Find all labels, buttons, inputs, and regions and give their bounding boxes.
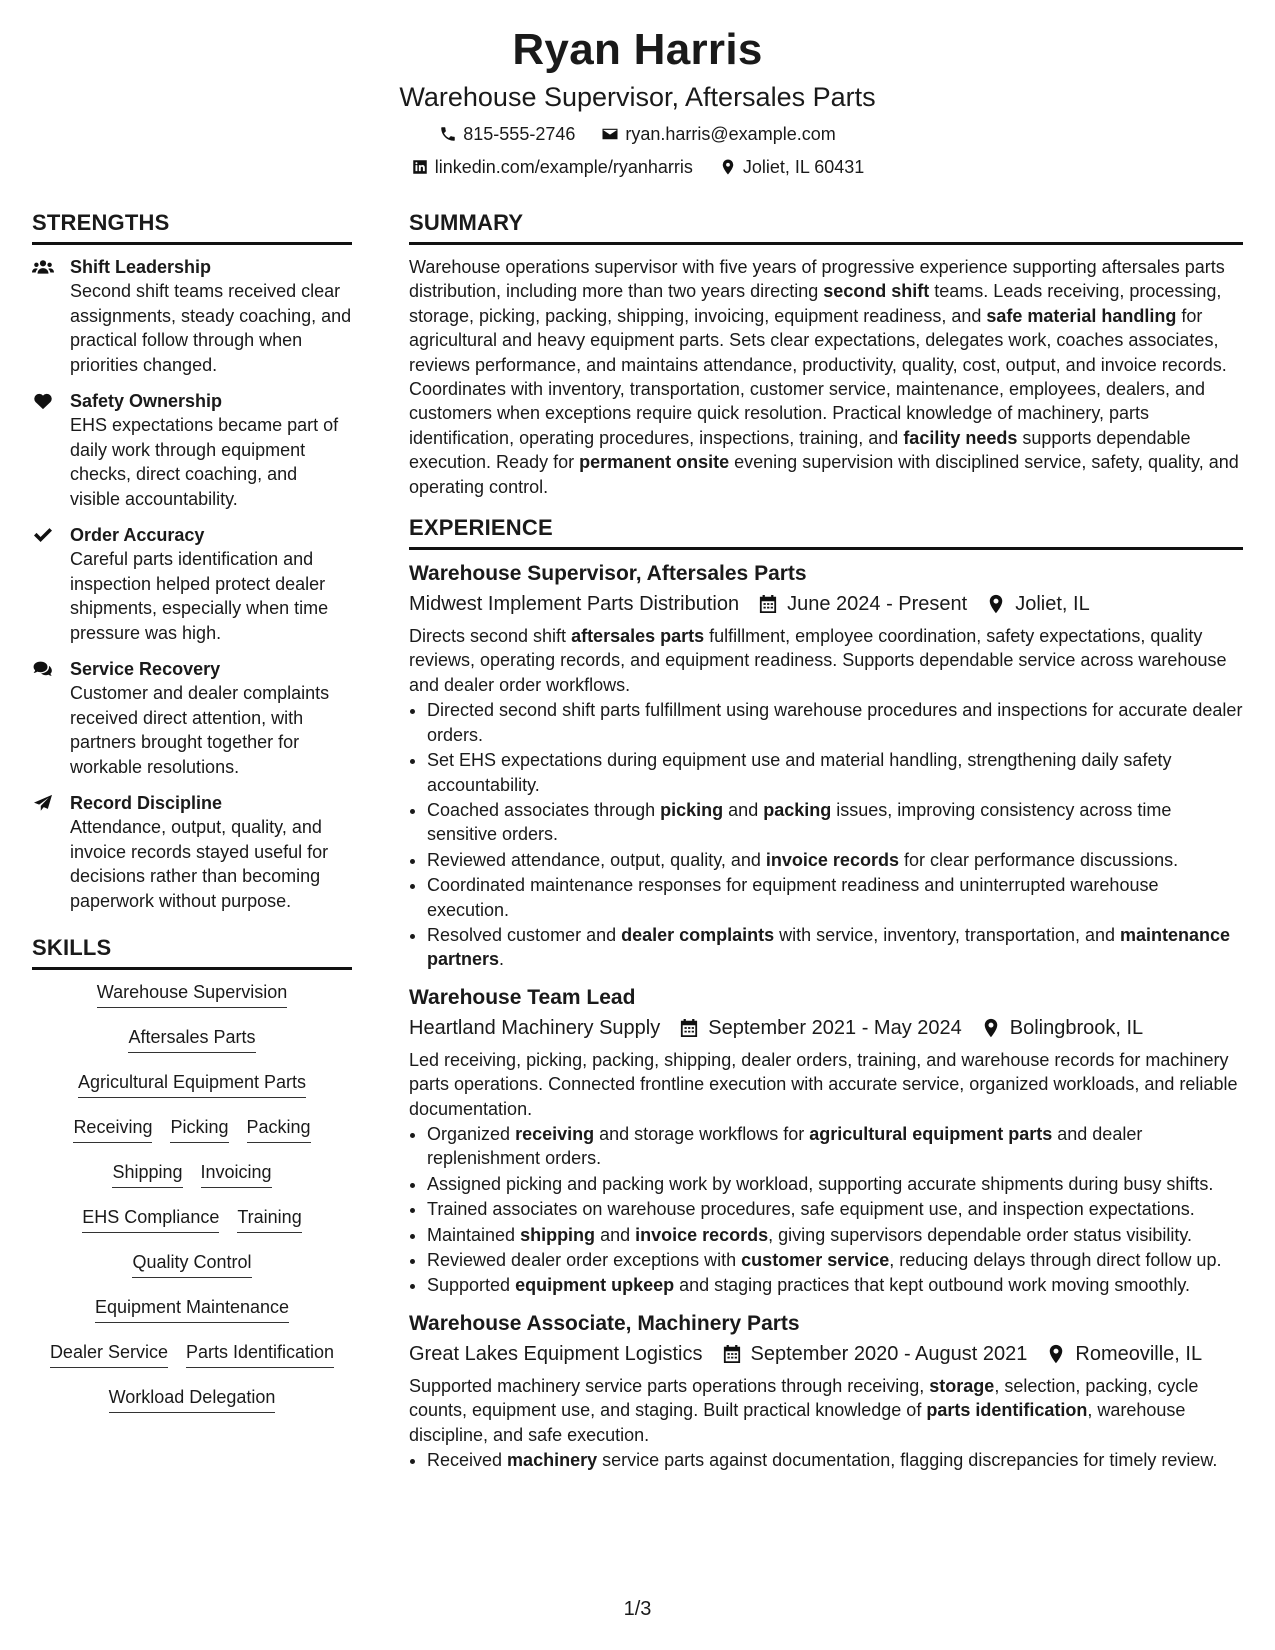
job-dates: September 2020 - August 2021 (750, 1342, 1028, 1365)
strength-item (32, 255, 352, 377)
skill-tag: Aftersales Parts (128, 1025, 255, 1053)
linkedin-icon (411, 158, 429, 176)
job-location: Joliet, IL (1015, 593, 1090, 616)
strength-description: Second shift teams received clear assignments, steady coaching, and practical follow through when priorities changed. (70, 281, 352, 375)
bullet-item: • Trained associates on warehouse procedures, safe equipment use, and inspection expectations. (427, 1197, 1243, 1221)
linkedin-text[interactable]: linkedin.com/example/ryanharris (434, 157, 693, 177)
job-dates: June 2024 - Present (787, 593, 968, 616)
job-meta (409, 1014, 1243, 1042)
bullet-item: • Reviewed attendance, output, quality, and invoice records for clear performance discussions. (427, 848, 1243, 872)
job-bullets (409, 1448, 1243, 1472)
summary-heading: SUMMARY (409, 208, 1243, 245)
calendar-icon (723, 1344, 741, 1364)
contact-email (601, 122, 835, 146)
phone-text[interactable]: 815-555-2746 (463, 124, 576, 144)
paper-plane-icon (32, 791, 70, 913)
job-title: Warehouse Supervisor, Aftersales Parts (409, 562, 807, 586)
skill-row (32, 1115, 352, 1160)
skill-row (32, 1070, 352, 1115)
job-meta (409, 1340, 1243, 1368)
company-name: Heartland Machinery Supply (409, 1016, 661, 1039)
job-location: Romeoville, IL (1075, 1342, 1203, 1365)
comments-icon (32, 657, 70, 779)
experience-heading: EXPERIENCE (409, 513, 1243, 550)
skill-tag: Packing (247, 1115, 311, 1143)
company-name: Great Lakes Equipment Logistics (409, 1342, 703, 1365)
skills-heading: SKILLS (32, 933, 352, 970)
strength-description: Careful parts identification and inspection helped protect dealer shipments, especially when time pressure was high. (70, 549, 329, 643)
map-marker-icon (1047, 1344, 1065, 1364)
strength-title: Safety Ownership (70, 391, 223, 411)
strength-title: Order Accuracy (70, 525, 205, 545)
strength-item (32, 523, 352, 645)
skill-tag: Dealer Service (50, 1340, 168, 1368)
contact-row-2 (0, 155, 1275, 179)
page-number: 1/3 (623, 1598, 652, 1620)
job-title: Warehouse Associate, Machinery Parts (409, 1311, 800, 1335)
skill-tag: Workload Delegation (109, 1385, 276, 1413)
job-bullets (409, 1122, 1243, 1298)
skill-row (32, 1340, 352, 1385)
calendar-icon (680, 1018, 698, 1038)
bullet-item: • Coached associates through picking and packing issues, improving consistency across time sensitive orders. (427, 798, 1243, 847)
strength-description: EHS expectations became part of daily work through equipment checks, direct coaching, and visible accountability. (70, 415, 339, 509)
company-name: Midwest Implement Parts Distribution (409, 593, 740, 616)
skill-row (32, 1295, 352, 1340)
job-description: Directs second shift aftersales parts fulfillment, employee coordination, safety expectations, quality reviews, operating records, and equipment readiness. Supports dependable service across warehouse and dealer order workflows. (409, 626, 1227, 695)
bullet-item: • Directed second shift parts fulfillment using warehouse procedures and inspections for accurate dealer orders. (427, 698, 1243, 747)
summary-text: Warehouse operations supervisor with five years of progressive experience supporting aftersales parts distribution, including more than two years directing second shift teams. Leads receiving, processing, storage, picking, packing, shipping, invoicing, equipment readiness, and safe material handling for agricultural and heavy equipment parts. Sets clear expectations, delegates work, coaches associates, reviews performance, and maintains attendance, productivity, quality, cost, output, and invoice records. Coordinates with inventory, transportation, customer service, maintenance, employees, dealers, and customers when exceptions require quick resolution. Practical knowledge of machinery, parts identification, operating procedures, inspections, training, and facility needs supports dependable execution. Ready for permanent onsite evening supervision with disciplined service, safety, quality, and operating control. (409, 257, 1239, 497)
experience-entry (409, 984, 1243, 1298)
job-meta (409, 590, 1243, 618)
strength-title: Shift Leadership (70, 257, 212, 277)
skill-tag: Parts Identification (186, 1340, 334, 1368)
check-icon (32, 523, 70, 645)
job-location: Bolingbrook, IL (1009, 1016, 1144, 1039)
email-text[interactable]: ryan.harris@example.com (625, 124, 836, 144)
strength-title: Record Discipline (70, 793, 223, 813)
job-dates: September 2021 - May 2024 (708, 1016, 962, 1039)
contact-location (719, 155, 864, 179)
skill-row (32, 1025, 352, 1070)
location-text: Joliet, IL 60431 (742, 157, 865, 177)
skill-tag: Picking (170, 1115, 228, 1143)
strength-title: Service Recovery (70, 659, 221, 679)
left-column (32, 208, 352, 1430)
contact-linkedin (411, 155, 693, 179)
experience-entry (409, 1310, 1243, 1473)
skill-row (32, 1385, 352, 1430)
bullet-item: • Coordinated maintenance responses for equipment readiness and uninterrupted warehouse execution. (427, 873, 1243, 922)
skill-tag: Quality Control (132, 1250, 251, 1278)
right-column (409, 208, 1243, 1484)
job-title: Warehouse Team Lead (409, 985, 636, 1009)
job-description: Supported machinery service parts operations through receiving, storage, selection, packing, cycle counts, equipment use, and staging. Built practical knowledge of parts identification, warehouse discipline, and safe execution. (409, 1375, 1199, 1445)
map-marker-icon (982, 1018, 1000, 1038)
strength-description: Customer and dealer complaints received direct attention, with partners brought together for workable resolutions. (70, 683, 330, 777)
contact-phone (439, 122, 575, 146)
bullet-item: • Assigned picking and packing work by workload, supporting accurate shipments during busy shifts. (427, 1172, 1243, 1196)
skill-row (32, 980, 352, 1025)
resume-header (0, 22, 1275, 179)
candidate-name: Ryan Harris (512, 25, 763, 74)
strength-description: Attendance, output, quality, and invoice records stayed useful for decisions rather than becoming paperwork without purpose. (70, 817, 329, 911)
skill-tag: Equipment Maintenance (95, 1295, 289, 1323)
skill-row (32, 1160, 352, 1205)
job-description: Led receiving, picking, packing, shipping, dealer orders, training, and warehouse records for machinery parts operations. Connected frontline execution with accurate service, organized workloads, and reliable documentation. (409, 1049, 1238, 1119)
bullet-item: • Received machinery service parts against documentation, flagging discrepancies for timely review. (427, 1448, 1243, 1472)
skill-tag: Invoicing (201, 1160, 272, 1188)
skill-tag: Training (237, 1205, 301, 1233)
bullet-item: • Reviewed dealer order exceptions with customer service, reducing delays through direct follow up. (427, 1248, 1243, 1272)
skill-tag: Shipping (112, 1160, 182, 1188)
bullet-item: • Organized receiving and storage workflows for agricultural equipment parts and dealer replenishment orders. (427, 1122, 1243, 1171)
job-bullets (409, 698, 1243, 971)
strengths-list (32, 255, 352, 913)
jobs-list (409, 560, 1243, 1472)
strength-item (32, 389, 352, 511)
strengths-heading: STRENGTHS (32, 208, 352, 245)
skill-tag: Agricultural Equipment Parts (78, 1070, 306, 1098)
phone-icon (439, 125, 457, 143)
envelope-icon (601, 125, 619, 143)
skill-tag: Warehouse Supervision (97, 980, 287, 1008)
experience-entry (409, 560, 1243, 972)
bullet-item: • Resolved customer and dealer complaints with service, inventory, transportation, and maintenance partners. (427, 923, 1243, 972)
strength-item (32, 791, 352, 913)
skill-tag: Receiving (73, 1115, 152, 1143)
contact-row-1 (0, 122, 1275, 146)
bullet-item: • Maintained shipping and invoice records, giving supervisors dependable order status visibility. (427, 1223, 1243, 1247)
users-icon (32, 255, 70, 377)
bullet-item: • Supported equipment upkeep and staging practices that kept outbound work moving smoothly. (427, 1273, 1243, 1297)
map-marker-icon (987, 594, 1005, 614)
bullet-item: • Set EHS expectations during equipment use and material handling, strengthening daily safety accountability. (427, 748, 1243, 797)
strength-item (32, 657, 352, 779)
heart-icon (32, 389, 70, 511)
skill-tag: EHS Compliance (82, 1205, 219, 1233)
candidate-headline: Warehouse Supervisor, Aftersales Parts (399, 82, 876, 112)
calendar-icon (759, 594, 777, 614)
skills-list (32, 980, 352, 1430)
skill-row (32, 1205, 352, 1250)
map-marker-icon (719, 158, 737, 176)
skill-row (32, 1250, 352, 1295)
